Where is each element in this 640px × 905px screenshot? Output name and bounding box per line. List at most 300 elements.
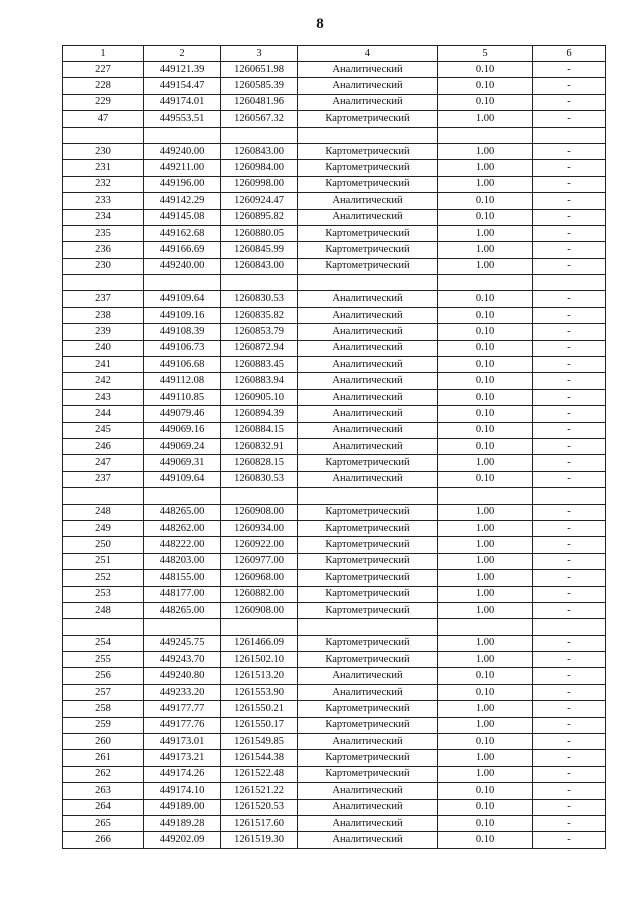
table-row [63,602,606,618]
cell-note: - [533,701,606,717]
cell-accuracy: 1.00 [438,520,533,536]
cell-coordinate-y: 1260832.91 [221,438,298,454]
cell-accuracy: 1.00 [438,750,533,766]
cell-note: - [533,242,606,258]
cell-determination-method: Аналитический [298,668,438,684]
cell-point-number [63,127,144,143]
cell-point-number: 257 [63,684,144,700]
cell-accuracy: 1.00 [438,652,533,668]
cell-determination-method: Аналитический [298,799,438,815]
table-row [63,455,606,471]
cell-coordinate-x: 448265.00 [144,504,221,520]
cell-coordinate-x [144,275,221,291]
cell-coordinate-y: 1260585.39 [221,78,298,94]
cell-point-number: 253 [63,586,144,602]
cell-point-number: 234 [63,209,144,225]
cell-point-number: 227 [63,62,144,78]
cell-note: - [533,389,606,405]
table-row [63,783,606,799]
cell-point-number: 252 [63,570,144,586]
column-header-4: 4 [298,46,438,62]
cell-point-number: 243 [63,389,144,405]
cell-coordinate-y: 1260977.00 [221,553,298,569]
cell-determination-method: Аналитический [298,340,438,356]
cell-determination-method: Аналитический [298,734,438,750]
cell-coordinate-x: 448222.00 [144,537,221,553]
cell-coordinate-x: 449145.08 [144,209,221,225]
cell-accuracy: 0.10 [438,307,533,323]
cell-note [533,275,606,291]
cell-point-number: 233 [63,193,144,209]
cell-accuracy [438,127,533,143]
cell-coordinate-y: 1260884.15 [221,422,298,438]
cell-coordinate-y: 1260481.96 [221,94,298,110]
cell-point-number: 229 [63,94,144,110]
cell-determination-method: Картометрический [298,553,438,569]
cell-note: - [533,570,606,586]
cell-point-number: 250 [63,537,144,553]
table-row [63,734,606,750]
cell-coordinate-x: 449109.16 [144,307,221,323]
table-row [63,389,606,405]
cell-note: - [533,160,606,176]
table-row [63,799,606,815]
cell-determination-method: Картометрический [298,455,438,471]
cell-determination-method: Картометрический [298,766,438,782]
cell-accuracy: 1.00 [438,602,533,618]
cell-determination-method: Картометрический [298,242,438,258]
cell-coordinate-y: 1260843.00 [221,258,298,274]
cell-point-number: 232 [63,176,144,192]
cell-coordinate-y: 1261553.90 [221,684,298,700]
cell-coordinate-x: 448265.00 [144,602,221,618]
cell-note: - [533,324,606,340]
cell-coordinate-x: 448177.00 [144,586,221,602]
column-header-1: 1 [63,46,144,62]
table-row [63,766,606,782]
cell-coordinate-y: 1260651.98 [221,62,298,78]
cell-accuracy: 0.10 [438,193,533,209]
cell-note: - [533,815,606,831]
cell-accuracy: 0.10 [438,422,533,438]
cell-determination-method: Аналитический [298,373,438,389]
cell-determination-method: Картометрический [298,602,438,618]
cell-determination-method: Картометрический [298,586,438,602]
separator-row [63,488,606,504]
table-row [63,635,606,651]
cell-note: - [533,684,606,700]
cell-coordinate-x: 449174.01 [144,94,221,110]
table-row [63,111,606,127]
cell-determination-method: Картометрический [298,717,438,733]
cell-point-number: 231 [63,160,144,176]
cell-coordinate-y: 1260883.94 [221,373,298,389]
table-row [63,357,606,373]
table-row [63,701,606,717]
cell-accuracy: 1.00 [438,570,533,586]
cell-point-number [63,619,144,635]
cell-coordinate-x [144,488,221,504]
cell-determination-method: Картометрический [298,570,438,586]
column-header-5: 5 [438,46,533,62]
cell-coordinate-x: 449162.68 [144,225,221,241]
cell-point-number: 263 [63,783,144,799]
cell-point-number: 237 [63,291,144,307]
cell-coordinate-x: 449233.20 [144,684,221,700]
table-row [63,94,606,110]
cell-coordinate-y: 1260882.00 [221,586,298,602]
cell-accuracy: 0.10 [438,389,533,405]
cell-accuracy: 1.00 [438,242,533,258]
cell-coordinate-y: 1260880.05 [221,225,298,241]
cell-coordinate-y [221,619,298,635]
cell-accuracy: 0.10 [438,357,533,373]
cell-coordinate-y: 1261517.60 [221,815,298,831]
cell-point-number: 47 [63,111,144,127]
cell-coordinate-y: 1261521.22 [221,783,298,799]
cell-determination-method: Картометрический [298,537,438,553]
cell-accuracy: 0.10 [438,78,533,94]
cell-note: - [533,307,606,323]
cell-coordinate-x: 449240.00 [144,143,221,159]
cell-note: - [533,471,606,487]
cell-determination-method: Картометрический [298,520,438,536]
cell-accuracy: 0.10 [438,340,533,356]
cell-determination-method: Аналитический [298,422,438,438]
cell-point-number: 230 [63,258,144,274]
cell-determination-method: Картометрический [298,504,438,520]
cell-accuracy: 1.00 [438,586,533,602]
cell-coordinate-x: 449108.39 [144,324,221,340]
cell-note: - [533,537,606,553]
cell-accuracy: 1.00 [438,504,533,520]
cell-coordinate-x: 449121.39 [144,62,221,78]
cell-coordinate-x: 449110.85 [144,389,221,405]
cell-coordinate-y: 1260567.32 [221,111,298,127]
cell-note: - [533,62,606,78]
cell-accuracy: 1.00 [438,537,533,553]
cell-coordinate-x: 449173.01 [144,734,221,750]
column-header-2: 2 [144,46,221,62]
cell-point-number: 266 [63,832,144,848]
table-row [63,307,606,323]
separator-row [63,619,606,635]
cell-note [533,488,606,504]
table-header-row [63,46,606,62]
cell-coordinate-y [221,127,298,143]
table-row [63,225,606,241]
cell-note: - [533,209,606,225]
cell-point-number: 262 [63,766,144,782]
cell-coordinate-y: 1260905.10 [221,389,298,405]
cell-determination-method: Картометрический [298,258,438,274]
table-body [63,62,606,849]
cell-coordinate-x: 449106.68 [144,357,221,373]
cell-coordinate-y [221,488,298,504]
cell-accuracy: 0.10 [438,291,533,307]
column-header-6: 6 [533,46,606,62]
cell-coordinate-x: 449240.80 [144,668,221,684]
cell-point-number: 244 [63,406,144,422]
cell-note [533,619,606,635]
table-row [63,176,606,192]
table-row [63,422,606,438]
cell-accuracy: 1.00 [438,701,533,717]
cell-accuracy: 1.00 [438,455,533,471]
cell-accuracy: 1.00 [438,160,533,176]
cell-point-number: 245 [63,422,144,438]
cell-coordinate-x: 449174.26 [144,766,221,782]
cell-coordinate-y: 1260845.99 [221,242,298,258]
table-row [63,668,606,684]
cell-determination-method: Аналитический [298,406,438,422]
cell-determination-method: Аналитический [298,832,438,848]
cell-note: - [533,357,606,373]
column-header-3: 3 [221,46,298,62]
cell-coordinate-x: 448155.00 [144,570,221,586]
cell-coordinate-y: 1260934.00 [221,520,298,536]
cell-note: - [533,520,606,536]
cell-accuracy: 0.10 [438,783,533,799]
table-row [63,373,606,389]
cell-point-number: 260 [63,734,144,750]
cell-determination-method: Аналитический [298,62,438,78]
cell-determination-method [298,619,438,635]
cell-accuracy [438,488,533,504]
separator-row [63,127,606,143]
cell-point-number [63,275,144,291]
cell-point-number: 238 [63,307,144,323]
table-row [63,570,606,586]
cell-coordinate-x: 449196.00 [144,176,221,192]
cell-coordinate-x: 449069.31 [144,455,221,471]
cell-coordinate-x: 449211.00 [144,160,221,176]
cell-accuracy: 1.00 [438,635,533,651]
cell-accuracy: 1.00 [438,176,533,192]
cell-coordinate-y: 1260908.00 [221,504,298,520]
cell-coordinate-y: 1260872.94 [221,340,298,356]
table-row [63,586,606,602]
cell-coordinate-x: 449202.09 [144,832,221,848]
table-row [63,684,606,700]
cell-note [533,127,606,143]
cell-coordinate-y: 1261550.17 [221,717,298,733]
cell-point-number: 264 [63,799,144,815]
cell-coordinate-y: 1261550.21 [221,701,298,717]
cell-accuracy: 0.10 [438,471,533,487]
cell-coordinate-x: 449177.76 [144,717,221,733]
table-row [63,815,606,831]
cell-note: - [533,78,606,94]
cell-point-number: 258 [63,701,144,717]
cell-note: - [533,504,606,520]
cell-coordinate-y: 1261466.09 [221,635,298,651]
cell-coordinate-y: 1261502.10 [221,652,298,668]
cell-point-number: 259 [63,717,144,733]
cell-accuracy: 1.00 [438,258,533,274]
cell-coordinate-x: 449553.51 [144,111,221,127]
cell-coordinate-y: 1260908.00 [221,602,298,618]
separator-row [63,275,606,291]
cell-coordinate-y: 1260843.00 [221,143,298,159]
cell-note: - [533,783,606,799]
table-row [63,750,606,766]
cell-coordinate-y: 1260853.79 [221,324,298,340]
table-row [63,406,606,422]
table-row [63,717,606,733]
cell-point-number: 255 [63,652,144,668]
table-row [63,537,606,553]
cell-point-number: 228 [63,78,144,94]
cell-coordinate-y: 1261549.85 [221,734,298,750]
cell-determination-method: Аналитический [298,471,438,487]
cell-coordinate-y: 1261522.48 [221,766,298,782]
cell-note: - [533,406,606,422]
cell-coordinate-y: 1261544.38 [221,750,298,766]
cell-accuracy [438,275,533,291]
table-row [63,209,606,225]
cell-note: - [533,438,606,454]
cell-coordinate-x: 449154.47 [144,78,221,94]
cell-note: - [533,94,606,110]
cell-point-number: 242 [63,373,144,389]
cell-accuracy: 0.10 [438,799,533,815]
cell-determination-method: Картометрический [298,160,438,176]
cell-note: - [533,225,606,241]
cell-accuracy: 0.10 [438,815,533,831]
table-row [63,258,606,274]
cell-accuracy: 0.10 [438,324,533,340]
table-row [63,62,606,78]
cell-note: - [533,193,606,209]
cell-point-number: 239 [63,324,144,340]
table-row [63,340,606,356]
table-row [63,78,606,94]
cell-determination-method: Картометрический [298,176,438,192]
cell-coordinate-x: 448262.00 [144,520,221,536]
cell-note: - [533,717,606,733]
cell-note: - [533,422,606,438]
cell-determination-method: Аналитический [298,684,438,700]
cell-note: - [533,832,606,848]
cell-coordinate-x: 449069.24 [144,438,221,454]
cell-accuracy: 0.10 [438,373,533,389]
cell-coordinate-x: 449240.00 [144,258,221,274]
cell-note: - [533,635,606,651]
cell-coordinate-y: 1261513.20 [221,668,298,684]
cell-coordinate-x: 449174.10 [144,783,221,799]
table-row [63,520,606,536]
cell-determination-method: Картометрический [298,225,438,241]
table-row [63,471,606,487]
table-row [63,652,606,668]
cell-accuracy: 0.10 [438,832,533,848]
cell-determination-method: Картометрический [298,652,438,668]
cell-determination-method: Аналитический [298,307,438,323]
cell-accuracy: 0.10 [438,94,533,110]
cell-point-number: 261 [63,750,144,766]
cell-accuracy: 1.00 [438,553,533,569]
cell-note: - [533,340,606,356]
table-row [63,160,606,176]
cell-coordinate-y: 1260924.47 [221,193,298,209]
cell-note: - [533,143,606,159]
cell-coordinate-y: 1260895.82 [221,209,298,225]
cell-coordinate-x: 448203.00 [144,553,221,569]
cell-accuracy: 0.10 [438,209,533,225]
coordinates-table [62,45,606,849]
cell-coordinate-x: 449109.64 [144,471,221,487]
cell-accuracy: 1.00 [438,143,533,159]
cell-determination-method: Аналитический [298,783,438,799]
cell-note: - [533,258,606,274]
cell-determination-method [298,488,438,504]
cell-point-number: 251 [63,553,144,569]
cell-coordinate-y: 1260835.82 [221,307,298,323]
cell-coordinate-x: 449109.64 [144,291,221,307]
cell-point-number: 254 [63,635,144,651]
cell-note: - [533,652,606,668]
cell-coordinate-y: 1260968.00 [221,570,298,586]
cell-point-number: 230 [63,143,144,159]
cell-coordinate-y: 1260894.39 [221,406,298,422]
cell-point-number: 236 [63,242,144,258]
cell-note: - [533,176,606,192]
cell-coordinate-x: 449079.46 [144,406,221,422]
cell-accuracy: 0.10 [438,62,533,78]
cell-point-number [63,488,144,504]
cell-coordinate-x: 449142.29 [144,193,221,209]
cell-note: - [533,734,606,750]
cell-point-number: 235 [63,225,144,241]
table-row [63,242,606,258]
cell-note: - [533,668,606,684]
cell-determination-method: Картометрический [298,111,438,127]
cell-determination-method: Аналитический [298,209,438,225]
cell-coordinate-y: 1261520.53 [221,799,298,815]
cell-coordinate-y: 1260922.00 [221,537,298,553]
table-row [63,291,606,307]
cell-determination-method: Картометрический [298,701,438,717]
cell-coordinate-x: 449243.70 [144,652,221,668]
cell-determination-method [298,275,438,291]
cell-note: - [533,799,606,815]
cell-coordinate-x: 449112.08 [144,373,221,389]
cell-determination-method: Аналитический [298,357,438,373]
cell-coordinate-x: 449177.77 [144,701,221,717]
cell-coordinate-x [144,619,221,635]
cell-note: - [533,291,606,307]
table-row [63,438,606,454]
cell-note: - [533,766,606,782]
cell-determination-method: Аналитический [298,193,438,209]
cell-point-number: 248 [63,504,144,520]
cell-coordinate-y: 1261519.30 [221,832,298,848]
cell-determination-method: Аналитический [298,78,438,94]
cell-coordinate-y: 1260984.00 [221,160,298,176]
cell-coordinate-x [144,127,221,143]
cell-coordinate-y: 1260883.45 [221,357,298,373]
cell-point-number: 265 [63,815,144,831]
cell-determination-method: Картометрический [298,750,438,766]
cell-coordinate-y: 1260828.15 [221,455,298,471]
table-row [63,193,606,209]
cell-coordinate-x: 449106.73 [144,340,221,356]
table-row [63,324,606,340]
cell-note: - [533,111,606,127]
cell-point-number: 241 [63,357,144,373]
cell-coordinate-x: 449189.28 [144,815,221,831]
